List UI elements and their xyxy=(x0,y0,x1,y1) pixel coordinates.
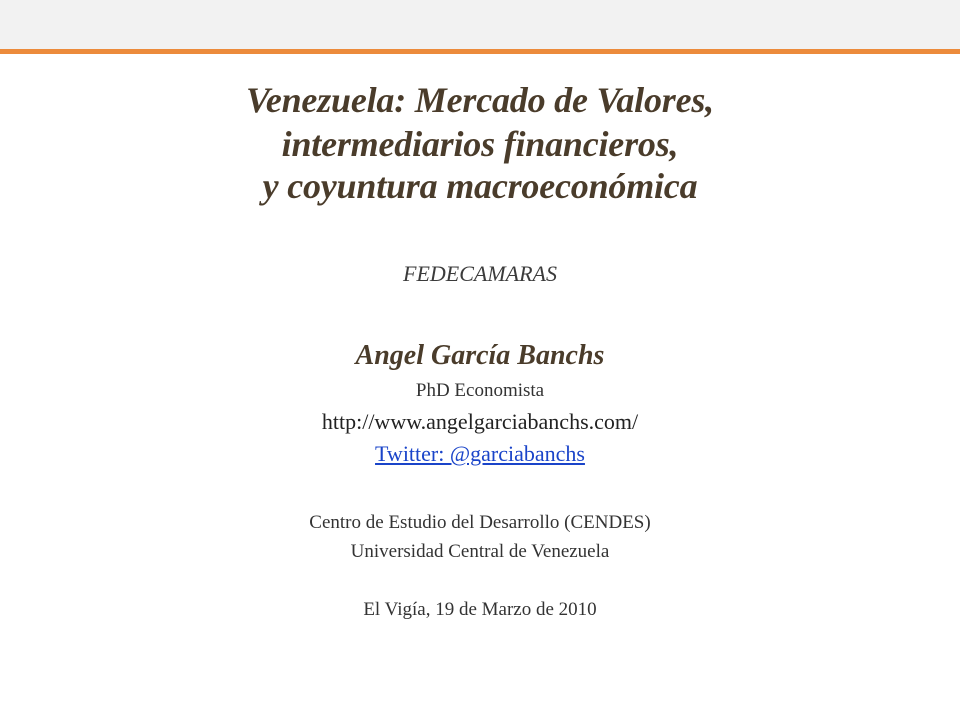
website-url: http://www.angelgarciabanchs.com/ xyxy=(321,409,639,434)
author-name: Angel García Banchs xyxy=(355,340,605,371)
location-date: El Vigía, 19 de Marzo de 2010 xyxy=(363,599,597,620)
title-line-1: Venezuela: Mercado de Valores, xyxy=(246,80,714,120)
twitter-link-row xyxy=(0,441,960,467)
institution-line-2: Universidad Central de Venezuela xyxy=(350,541,610,562)
header-accent-rule xyxy=(0,49,960,54)
header-band xyxy=(0,0,960,49)
institution-line-1: Centro de Estudio del Desarrollo (CENDES) xyxy=(309,512,651,533)
title-line-3: y coyuntura macroeconómica xyxy=(262,166,698,206)
author-credential: PhD Economista xyxy=(415,380,545,401)
title-line-2: intermediarios financieros, xyxy=(281,124,679,164)
organization-name: FEDECAMARAS xyxy=(403,261,557,286)
twitter-link[interactable]: Twitter: @garciabanchs xyxy=(375,441,585,466)
